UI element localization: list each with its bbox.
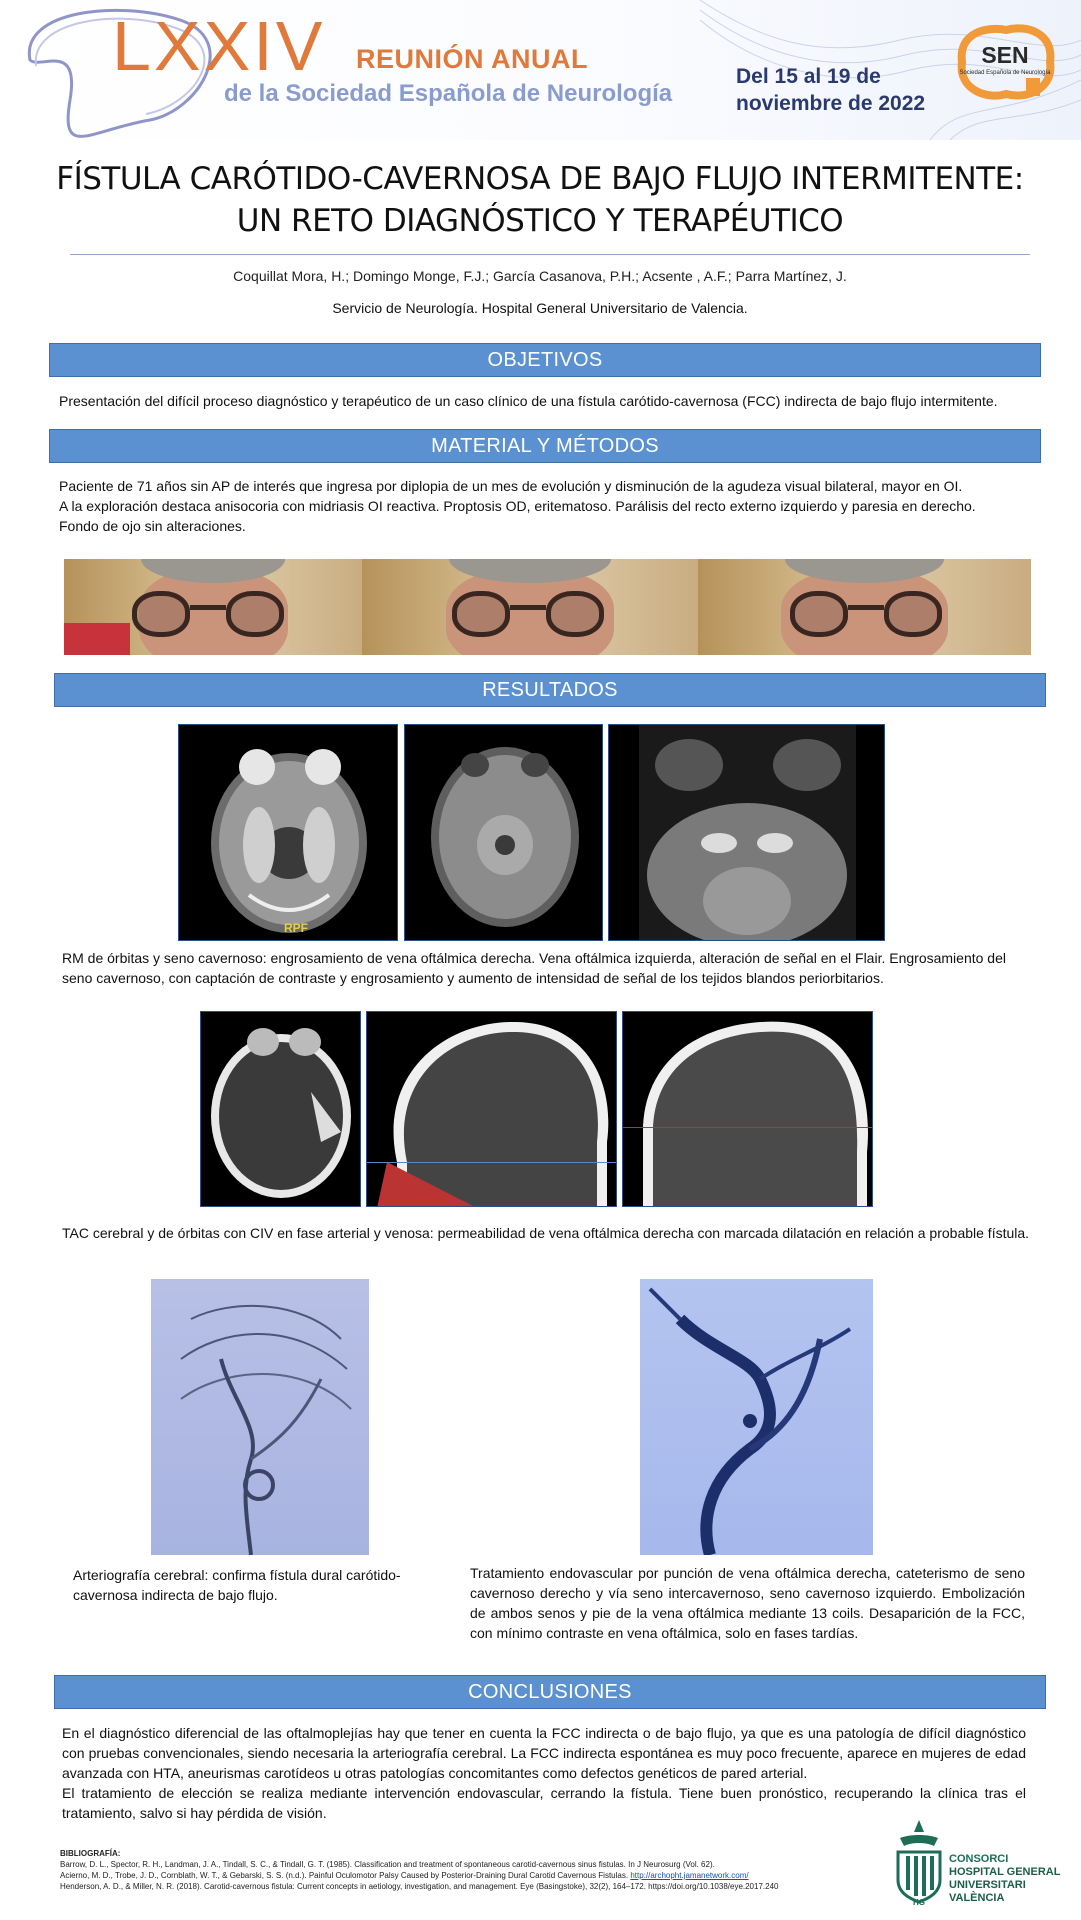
sen-logo-subtext: Sociedad Española de Neurología — [959, 70, 1051, 76]
patient-photo-2 — [362, 559, 698, 655]
conclusiones-text — [62, 1723, 1026, 1823]
hospital-name — [949, 1853, 1060, 1905]
ct-sagittal-1 — [366, 1011, 617, 1207]
hospital-emblem-text: HG — [913, 1898, 925, 1907]
congress-number: LXXIV — [112, 7, 326, 85]
mri-label: RPF — [284, 921, 308, 935]
ct-axial-orbits-image — [201, 1012, 361, 1207]
material-line-2: A la exploración destaca anisocoria con midriasis OI reactiva. Proptosis OD, eritematoso. Parálisis del recto externo izquierdo y paresia en derecho. — [59, 498, 976, 514]
ct-axial-orbits — [200, 1011, 361, 1207]
ct-caption: TAC cerebral y de órbitas con CIV en fase arterial y venosa: permeabilidad de vena oftálmica derecha con marcada dilatación en relación a probable fístula. — [62, 1225, 1030, 1241]
hospital-line-3: UNIVERSITARI — [949, 1879, 1026, 1891]
poster-title — [40, 158, 1040, 242]
bibliography-heading: BIBLIOGRAFÍA: — [60, 1849, 121, 1858]
conclusiones-paragraph-2: El tratamiento de elección se realiza mediante intervención endovascular, cerrando la fístula. Tiene buen pronóstico, recuperando la clínica tras el tratamiento, salvo si hay pérdida de visión. — [62, 1785, 1026, 1821]
bibliography-ref-3: Henderson, A. D., & Miller, N. R. (2018). Carotid-cavernous fistula: Current concepts in aetiology, investigation, and management. Eye (Basingstoke), 32(2), 164–172. https://doi.org/10.1038/eye.2017.240 — [60, 1882, 779, 1891]
material-line-1: Paciente de 71 años sin AP de interés que ingresa por diplopia de un mes de evolución y disminución de la agudeza visual bilateral, mayor en OI. — [59, 478, 963, 494]
bibliography — [60, 1848, 860, 1892]
sen-logo-text: SEN — [981, 42, 1029, 68]
hospital-line-4: VALÈNCIA — [949, 1892, 1005, 1904]
ct-sagittal-2 — [622, 1011, 873, 1207]
mri-axial-flair — [404, 724, 603, 941]
material-line-3: Fondo de ojo sin alteraciones. — [59, 518, 246, 534]
header-banner — [0, 0, 1081, 140]
hospital-line-1: CONSORCI — [949, 1853, 1009, 1865]
conclusiones-paragraph-1: En el diagnóstico diferencial de las oftalmoplejías hay que tener en cuenta la FCC indirecta o de bajo flujo, ya que es una patología de difícil diagnóstico con pruebas convencionales, siendo necesaria la arteriografía cerebral. La FCC indirecta espontánea es muy poco frecuente, aparece en mujeres de edad avanzada con HTA, aneurismas carotídeos u otras patologías concomitantes como defectos genéticos de pared arterial. — [62, 1725, 1026, 1781]
embolization-image — [640, 1279, 873, 1555]
arteriography-vessels — [151, 1279, 369, 1555]
section-conclusiones: CONCLUSIONES — [54, 1675, 1046, 1709]
sen-logo — [948, 20, 1062, 104]
mri-axial-t2-image — [179, 725, 398, 941]
ct-sagittal-1-image — [367, 1012, 617, 1207]
ct-sagittal-2-image — [623, 1012, 873, 1207]
bibliography-ref-1: Barrow, D. L., Spector, R. H., Landman, J. A., Tindall, S. C., & Tindall, G. T. (1985). Classification and treatment of spontaneous carotid-cavernous sinus fistulas. In J Neurosurg (Vol. 62). — [60, 1860, 715, 1869]
objetivos-text: Presentación del difícil proceso diagnóstico y terapéutico de un caso clínico de una fístula carótido-cavernosa (FCC) indirecta de bajo flujo intermitente. — [59, 393, 998, 409]
mri-axial-flair-image — [405, 725, 603, 941]
mri-axial-t2 — [178, 724, 398, 941]
bibliography-ref-2 — [60, 1870, 860, 1881]
bibliography-ref-2-text: Acierno, M. D., Trobe, J. D., Cornblath, W. T., & Gebarski, S. S. (n.d.). Painful Oculomotor Palsy Caused by Posterior-Draining Dural Carotid Cavernous Fistulas. — [60, 1871, 629, 1880]
congress-dates — [736, 63, 936, 117]
title-line-1: FÍSTULA CARÓTIDO-CAVERNOSA DE BAJO FLUJO INTERMITENTE: — [56, 161, 1024, 197]
bibliography-ref-2-link[interactable]: http://archopht.jamanetwork.com/ — [630, 1871, 749, 1880]
arteriography-caption: Arteriografía cerebral: confirma fístula dural carótido-cavernosa indirecta de bajo flujo. — [73, 1567, 401, 1603]
mri-axial-contrast — [608, 724, 885, 941]
dates-line-1: Del 15 al 19 de — [736, 65, 881, 88]
patient-photo-strip — [64, 559, 1031, 655]
patient-photo-3 — [698, 559, 1031, 655]
embolization-vessels — [640, 1279, 873, 1555]
material-text — [59, 476, 1049, 536]
section-resultados: RESULTADOS — [54, 673, 1046, 707]
title-divider — [70, 254, 1030, 255]
affiliation: Servicio de Neurología. Hospital General Universitario de Valencia. — [332, 300, 748, 316]
treatment-caption: Tratamiento endovascular por punción de vena oftálmica derecha, cateterismo de seno cavernoso derecho y vía seno intercavernoso, seno cavernoso izquierdo. Embolización de ambos senos y pie de la vena oftálmica mediante 13 coils. Desaparición de la FCC, con mínimo contraste en vena oftálmica, solo en fases tardías. — [470, 1565, 1025, 1641]
mri-caption: RM de órbitas y seno cavernoso: engrosamiento de vena oftálmica derecha. Vena oftálmica izquierda, alteración de señal en el Flair. Engrosamiento del seno cavernoso, con captación de contraste y engrosamiento y aumento de intensidad de señal de los tejidos blandos periorbitarios. — [62, 950, 1006, 986]
congress-society: de la Sociedad Española de Neurología — [224, 80, 673, 107]
congress-reunion: REUNIÓN ANUAL — [356, 44, 588, 74]
patient-photo-1 — [64, 559, 362, 655]
title-line-2: UN RETO DIAGNÓSTICO Y TERAPÉUTICO — [236, 203, 844, 239]
hospital-emblem-icon — [884, 1818, 954, 1910]
mri-axial-contrast-image — [609, 725, 885, 941]
section-objetivos: OBJETIVOS — [49, 343, 1041, 377]
dates-line-2: noviembre de 2022 — [736, 92, 926, 115]
hospital-line-2: HOSPITAL GENERAL — [949, 1866, 1061, 1878]
section-material-metodos: MATERIAL Y MÉTODOS — [49, 429, 1041, 463]
hospital-logo — [884, 1818, 954, 1910]
authors: Coquillat Mora, H.; Domingo Monge, F.J.; García Casanova, P.H.; Acsente , A.F.; Parra Martínez, J. — [233, 268, 847, 284]
arteriography-image — [151, 1279, 369, 1555]
